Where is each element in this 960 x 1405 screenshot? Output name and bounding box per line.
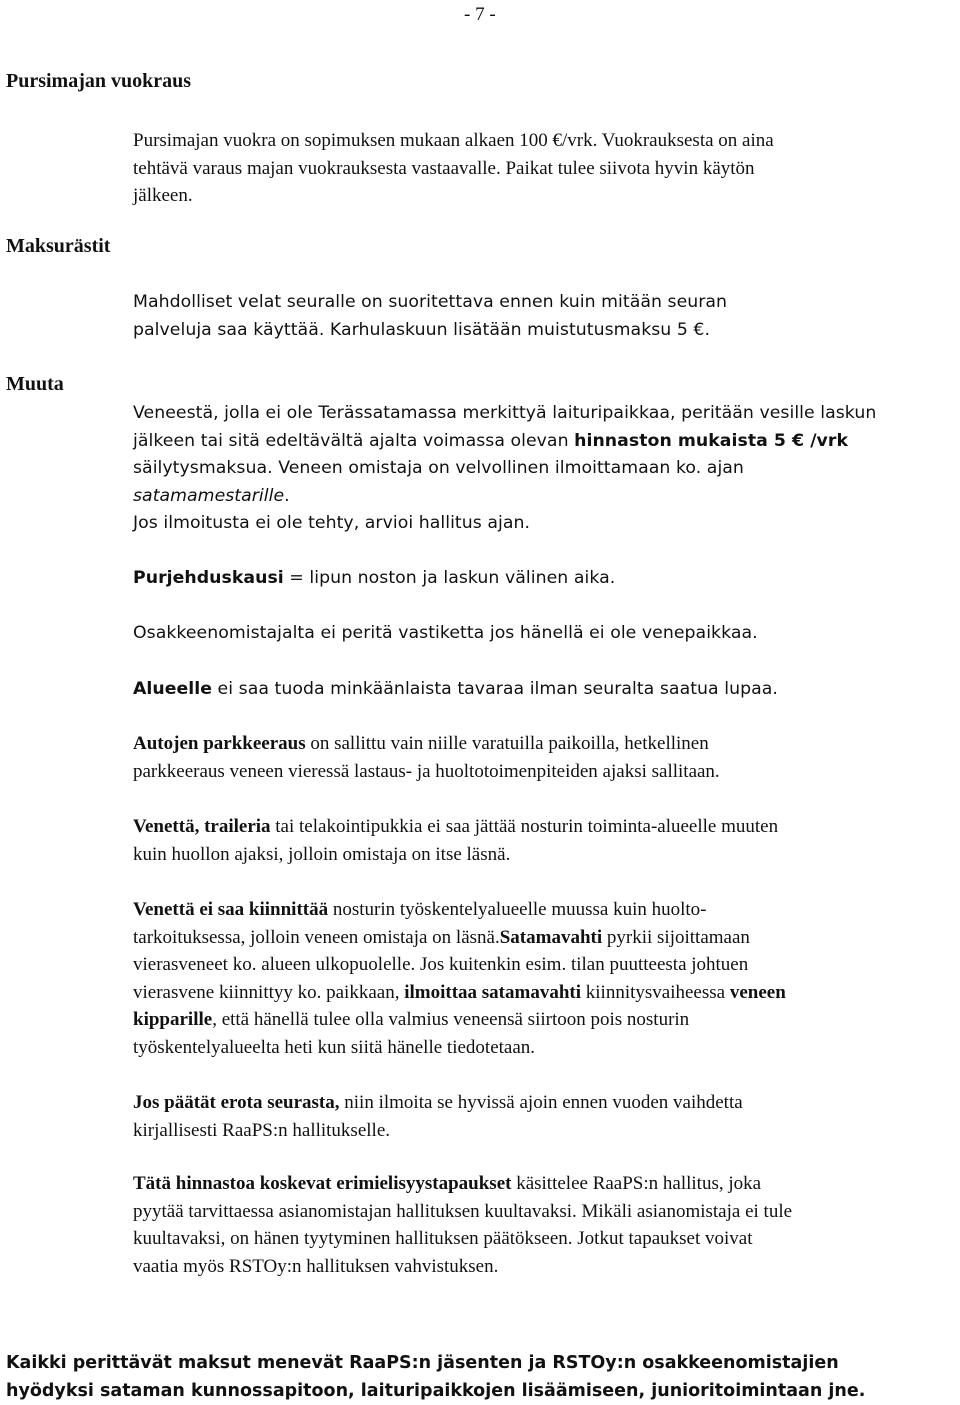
heading-muuta: Muuta xyxy=(6,373,64,396)
autojen-paragraph xyxy=(133,730,958,785)
page-number: - 7 - xyxy=(464,4,496,26)
kiinnittaa-line-1 xyxy=(133,896,958,924)
veneesta-line-4 xyxy=(133,483,958,511)
venetta-traileria-line-1 xyxy=(133,813,958,841)
erimielisyys-paragraph xyxy=(133,1170,958,1280)
kiinnittaa-line-3: vierasveneet ko. alueen ulkopuolelle. Jos kuitenkin esim. tilan puutteesta johtuen xyxy=(133,951,958,979)
veneesta-line-4-end: . xyxy=(284,486,290,506)
erota-term: Jos päätät erota seurasta, xyxy=(133,1092,340,1113)
kiinnittaa-term: Venettä ei saa kiinnittää xyxy=(133,899,328,920)
erota-paragraph xyxy=(133,1089,958,1144)
autojen-line-2: parkkeeraus veneen vieressä lastaus- ja huoltotoimenpiteiden ajaksi sallitaan. xyxy=(133,758,958,786)
erimielisyys-line-2: pyytää tarvittaessa asianomistajan hallituksen kuultavaksi. Mikäli asianomistaja ei tule xyxy=(133,1198,958,1226)
erota-line-2: kirjallisesti RaaPS:n hallitukselle. xyxy=(133,1117,958,1145)
kipparille-term: kipparille xyxy=(133,1009,212,1030)
footer-note xyxy=(6,1350,956,1405)
kiinnittaa-line-5-rest: , että hänellä tulee olla valmius veneensä siirtoon pois nosturin xyxy=(212,1009,689,1030)
kiinnittaa-line-4 xyxy=(133,979,958,1007)
pursimaja-paragraph xyxy=(133,127,958,210)
erota-line-1-rest: niin ilmoita se hyvissä ajoin ennen vuoden vaihdetta xyxy=(340,1092,743,1113)
erimielisyys-term: Tätä hinnastoa koskevat erimielisyystapaukset xyxy=(133,1173,511,1194)
kiinnittaa-paragraph xyxy=(133,896,958,1061)
kiinnittaa-line-2-c: pyrkii sijoittamaan xyxy=(602,927,750,948)
veneen-term: veneen xyxy=(730,982,786,1003)
pursimaja-line-1: Pursimajan vuokra on sopimuksen mukaan alkaen 100 €/vrk. Vuokrauksesta on aina xyxy=(133,127,958,155)
satamavahti-term: Satamavahti xyxy=(500,927,602,948)
kiinnittaa-line-6: työskentelyalueelta heti kun siitä hänelle tiedotetaan. xyxy=(133,1034,958,1062)
veneesta-paragraph xyxy=(133,400,958,538)
osakkeenomistaja-paragraph xyxy=(133,620,958,648)
maksurastit-line-2: palveluja saa käyttää. Karhulaskuun lisätään muistutusmaksu 5 €. xyxy=(133,317,958,345)
venetta-traileria-term: Venettä, traileria xyxy=(133,816,271,837)
heading-maksurastit: Maksurästit xyxy=(6,235,110,258)
venetta-traileria-paragraph xyxy=(133,813,958,868)
kiinnittaa-line-2-a: tarkoituksessa, jolloin veneen omistaja on läsnä. xyxy=(133,927,500,948)
veneesta-line-2-text: jälkeen tai sitä edeltävältä ajalta voimassa olevan xyxy=(133,431,574,451)
purjehduskausi-paragraph xyxy=(133,565,958,593)
kiinnittaa-line-1-rest: nosturin työskentelyalueelle muussa kuin huolto- xyxy=(328,899,706,920)
erimielisyys-line-3: kuultavaksi, on hänen tyytyminen hallituksen päätökseen. Jotkut tapaukset voivat xyxy=(133,1225,958,1253)
alueelle-rest: ei saa tuoda minkäänlaista tavaraa ilman seuralta saatua lupaa. xyxy=(212,679,778,699)
veneesta-line-5: Jos ilmoitusta ei ole tehty, arvioi hallitus ajan. xyxy=(133,510,958,538)
satamamestari-emphasis: satamamestarille xyxy=(133,486,284,506)
venetta-traileria-line-1-rest: tai telakointipukkia ei saa jättää nosturin toiminta-alueelle muuten xyxy=(271,816,779,837)
purjehduskausi-definition: = lipun noston ja laskun välinen aika. xyxy=(284,568,616,588)
hinnasto-fee-emphasis: hinnaston mukaista 5 € /vrk xyxy=(574,431,848,451)
erimielisyys-line-4: vaatia myös RSTOy:n hallituksen vahvistuksen. xyxy=(133,1253,958,1281)
footer-line-2: hyödyksi sataman kunnossapitoon, laituripaikkojen lisäämiseen, junioritoimintaan jne. xyxy=(6,1378,956,1405)
kiinnittaa-line-4-a: vierasvene kiinnittyy ko. paikkaan, xyxy=(133,982,404,1003)
ilmoittaa-satamavahti-term: ilmoittaa satamavahti xyxy=(404,982,581,1003)
alueelle-line xyxy=(133,676,958,704)
erota-line-1 xyxy=(133,1089,958,1117)
maksurastit-paragraph xyxy=(133,289,958,344)
maksurastit-line-1: Mahdolliset velat seuralle on suoritettava ennen kuin mitään seuran xyxy=(133,289,958,317)
purjehduskausi-term: Purjehduskausi xyxy=(133,568,284,588)
kiinnittaa-line-5 xyxy=(133,1006,958,1034)
purjehduskausi-line xyxy=(133,565,958,593)
osakkeenomistaja-line: Osakkeenomistajalta ei peritä vastiketta jos hänellä ei ole venepaikkaa. xyxy=(133,620,958,648)
kiinnittaa-line-4-c: kiinnitysvaiheessa xyxy=(581,982,730,1003)
alueelle-term: Alueelle xyxy=(133,679,212,699)
alueelle-paragraph xyxy=(133,676,958,704)
kiinnittaa-line-2 xyxy=(133,924,958,952)
pursimaja-line-2: tehtävä varaus majan vuokrauksesta vastaavalle. Paikat tulee siivota hyvin käytön xyxy=(133,155,958,183)
erimielisyys-line-1-rest: käsittelee RaaPS:n hallitus, joka xyxy=(511,1173,761,1194)
veneesta-line-1: Veneestä, jolla ei ole Terässatamassa merkittyä laituripaikkaa, peritään vesille laskun xyxy=(133,400,958,428)
heading-pursimajan-vuokraus: Pursimajan vuokraus xyxy=(6,70,191,93)
erimielisyys-line-1 xyxy=(133,1170,958,1198)
autojen-line-1 xyxy=(133,730,958,758)
veneesta-line-2 xyxy=(133,428,958,456)
veneesta-line-3: säilytysmaksua. Veneen omistaja on velvollinen ilmoittamaan ko. ajan xyxy=(133,455,958,483)
autojen-line-1-rest: on sallittu vain niille varatuilla paikoilla, hetkellinen xyxy=(306,733,709,754)
pursimaja-line-3: jälkeen. xyxy=(133,182,958,210)
footer-line-1: Kaikki perittävät maksut menevät RaaPS:n jäsenten ja RSTOy:n osakkeenomistajien xyxy=(6,1350,956,1378)
autojen-term: Autojen parkkeeraus xyxy=(133,733,306,754)
venetta-traileria-line-2: kuin huollon ajaksi, jolloin omistaja on itse läsnä. xyxy=(133,841,958,869)
